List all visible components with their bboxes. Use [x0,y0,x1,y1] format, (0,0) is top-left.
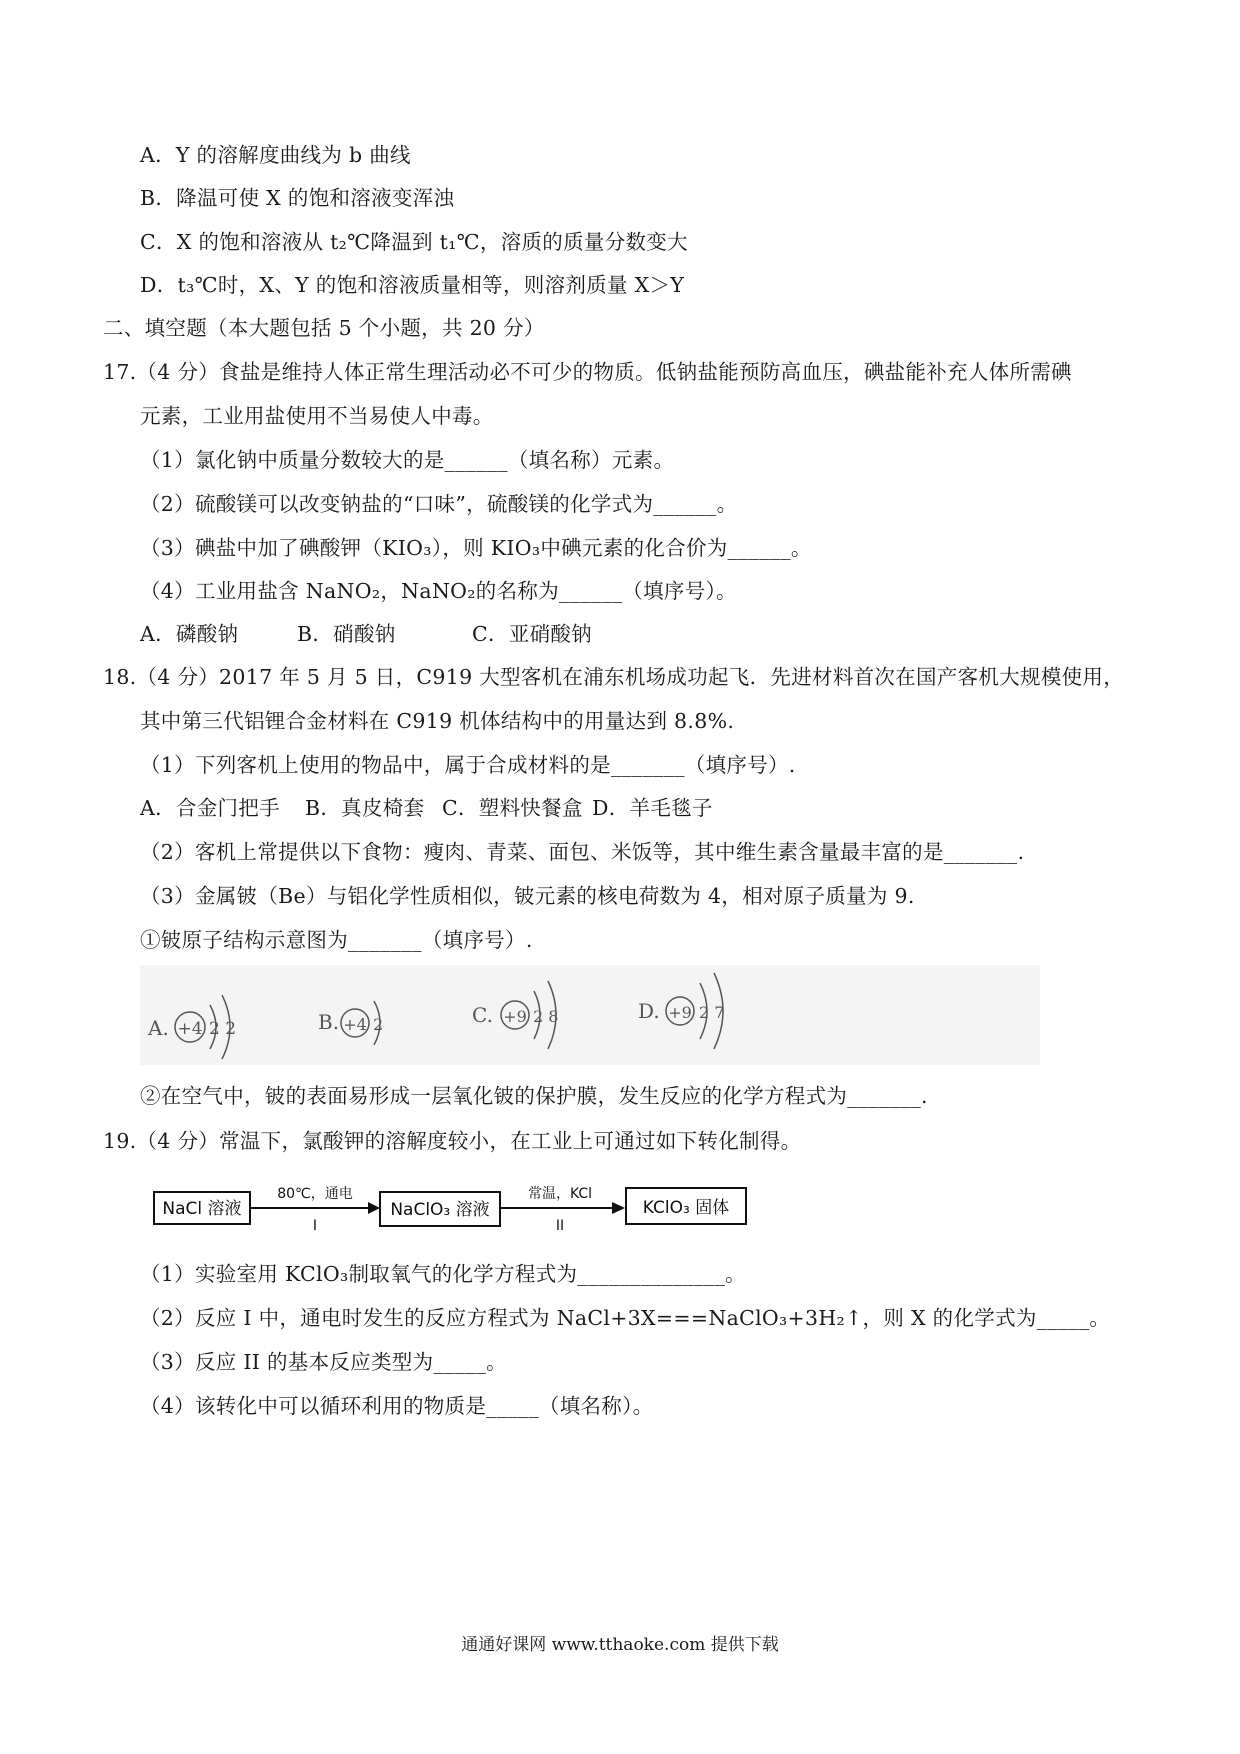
atom-label: A. [148,1016,169,1040]
q16-option-a: A．Y 的溶解度曲线为 b 曲线 [140,143,411,167]
q17-option-c: C．亚硝酸钠 [472,622,592,646]
atom-label: B. [318,1010,340,1034]
flow-box-naclo3 [380,1192,500,1226]
atom-nucleus: +9 [503,1007,527,1026]
q18-stem-line2: 其中第三代铝锂合金材料在 C919 机体结构中的用量达到 8.8%. [140,709,735,733]
q17-stem-line1: 17.（4 分）食盐是维持人体正常生理活动必不可少的物质。低钠盐能预防高血压，碘盐能补充人体所需碘 [103,360,1072,384]
q18-stem-line1: 18.（4 分）2017 年 5 月 5 日，C919 大型客机在浦东机场成功起飞．先进材料首次在国产客机大规模使用， [103,665,1125,689]
q17-part1: （1）氯化钠中质量分数较大的是______（填名称）元素。 [140,448,675,472]
q17-stem-line2: 元素，工业用盐使用不当易使人中毒。 [140,404,494,428]
q16-option-c: C．X 的饱和溶液从 t₂℃降温到 t₁℃，溶质的质量分数变大 [140,230,688,254]
atom-structure-diagrams [140,965,1040,1065]
atom-label: D. [638,999,660,1023]
q17-option-a: A．磷酸钠 [140,622,239,646]
q18-part3: （3）金属铍（Be）与铝化学性质相似，铍元素的核电荷数为 4，相对原子质量为 9. [140,884,915,908]
flow-box-label: NaClO₃ 溶液 [390,1200,490,1220]
flow-arrow-condition: 80℃，通电 [277,1186,353,1202]
flow-arrow-step: II [555,1218,565,1234]
q18-part2: （2）客机上常提供以下食物：瘦肉、青菜、面包、米饭等，其中维生素含量最丰富的是_______. [140,840,1025,864]
q17-part4: （4）工业用盐含 NaNO₂，NaNO₂的名称为______（填序号）。 [140,579,737,603]
flow-box-kclo3 [626,1188,746,1224]
flow-box-nacl [154,1192,250,1224]
flow-box-label: KClO₃ 固体 [642,1198,730,1218]
page-footer: 通通好课网 www.tthaoke.com 提供下载 [461,1635,779,1655]
q19-part1: （1）实验室用 KClO₃制取氧气的化学方程式为______________。 [140,1262,746,1286]
atom-shells: 2 8 [533,1007,559,1026]
q19-part4: （4）该转化中可以循环利用的物质是_____（填名称）。 [140,1394,654,1418]
q17-option-b: B．硝酸钠 [297,622,396,646]
flow-box-label: NaCl 溶液 [162,1199,242,1219]
q17-options [140,619,592,649]
reaction-flowchart [150,1168,770,1238]
q18-part1-options [140,793,713,823]
atom-nucleus: +9 [668,1003,692,1022]
q18-option-d: D．羊毛毯子 [592,796,713,820]
q18-option-c: C．塑料快餐盒 [442,796,583,820]
q18-option-b: B．真皮椅套 [305,796,425,820]
flow-arrow-2 [500,1185,625,1234]
q19-part2: （2）反应 I 中，通电时发生的反应方程式为 NaCl+3X===NaClO₃+3H₂↑，则 X 的化学式为_____。 [140,1306,1111,1330]
q18-part1: （1）下列客机上使用的物品中，属于合成材料的是_______（填序号）. [140,753,796,777]
flow-arrow-step: I [312,1218,318,1234]
section-heading: 二、填空题（本大题包括 5 个小题，共 20 分） [103,316,545,340]
flow-arrow-1 [250,1185,380,1234]
atom-shells: 2 7 [699,1003,725,1022]
atom-shells: 2 [373,1015,384,1034]
q19-stem: 19.（4 分）常温下，氯酸钾的溶解度较小，在工业上可通过如下转化制得。 [103,1129,802,1153]
flow-arrow-condition: 常温，KCl [527,1186,593,1202]
q18-part3-sub2: ②在空气中，铍的表面易形成一层氧化铍的保护膜，发生反应的化学方程式为_______. [140,1084,928,1108]
q17-part2: （2）硫酸镁可以改变钠盐的“口味”，硫酸镁的化学式为______。 [140,492,738,516]
atom-shells: 2 2 [209,1019,237,1039]
atom-nucleus: +4 [343,1015,367,1034]
atom-nucleus: +4 [177,1019,203,1039]
q18-part3-sub1: ①铍原子结构示意图为_______（填序号）. [140,928,533,952]
q19-part3: （3）反应 II 的基本反应类型为_____。 [140,1350,507,1374]
q16-option-d: D．t₃℃时，X、Y 的饱和溶液质量相等，则溶剂质量 X＞Y [140,273,685,297]
q16-option-b: B．降温可使 X 的饱和溶液变浑浊 [140,186,455,210]
atom-label: C. [472,1003,493,1027]
q18-option-a: A．合金门把手 [140,796,280,820]
q17-part3: （3）碘盐中加了碘酸钾（KIO₃），则 KIO₃中碘元素的化合价为______。 [140,536,812,560]
